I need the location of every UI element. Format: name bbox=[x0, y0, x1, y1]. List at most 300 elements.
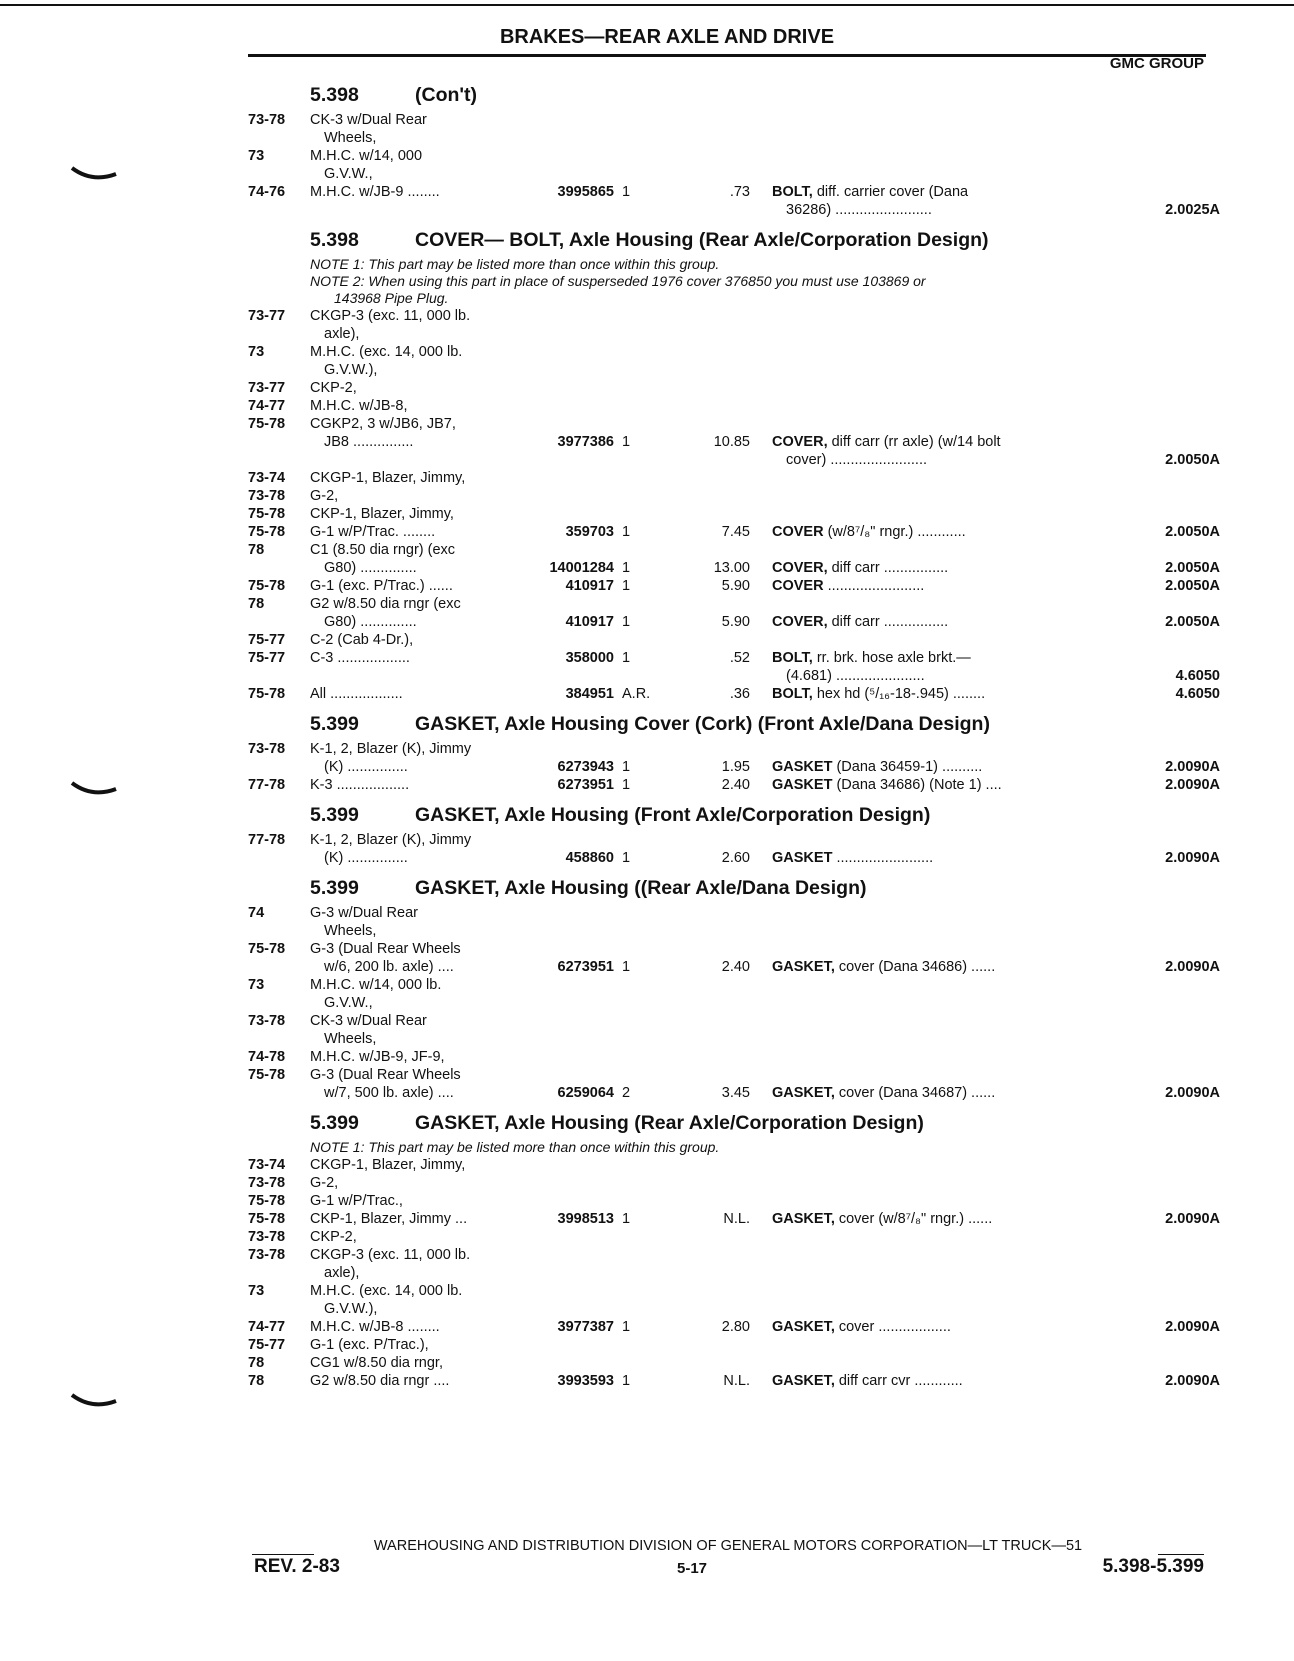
description-text: rr. brk. hose axle brkt.— bbox=[812, 650, 971, 666]
part-row bbox=[248, 1156, 1220, 1174]
model-years: 75-78 bbox=[248, 416, 286, 432]
application: C-3 .................. bbox=[310, 650, 410, 666]
application-continued: G.V.W., bbox=[324, 995, 373, 1011]
part-number: 458860 bbox=[565, 850, 614, 866]
model-years: 73-77 bbox=[248, 308, 286, 324]
group-number: 4.6050 bbox=[1175, 686, 1220, 702]
application: M.H.C. (exc. 14, 000 lb. bbox=[310, 1283, 463, 1299]
application-continued: axle), bbox=[324, 326, 360, 342]
description bbox=[772, 1084, 995, 1102]
part-row bbox=[248, 958, 1220, 976]
part-row bbox=[248, 1282, 1220, 1300]
part-row bbox=[248, 922, 1220, 940]
group-number: 2.0090A bbox=[1165, 1085, 1220, 1101]
description-head: COVER, bbox=[772, 434, 828, 450]
model-years: 78 bbox=[248, 542, 265, 558]
application-continued: w/6, 200 lb. axle) .... bbox=[324, 959, 454, 975]
price: N.L. bbox=[723, 1211, 750, 1227]
price: 2.40 bbox=[721, 777, 750, 793]
price: 2.80 bbox=[721, 1319, 750, 1335]
description-text: diff carr ................ bbox=[827, 560, 949, 576]
model-years: 73-78 bbox=[248, 1247, 286, 1263]
section-spacer bbox=[248, 219, 1220, 225]
description-head: BOLT, bbox=[772, 650, 813, 666]
application: CKP-2, bbox=[310, 1229, 357, 1245]
price: 5.90 bbox=[721, 578, 750, 594]
model-years: 78 bbox=[248, 1373, 265, 1389]
description-text: ........................ bbox=[832, 850, 934, 866]
price: 2.40 bbox=[721, 959, 750, 975]
quantity: 1 bbox=[622, 560, 631, 576]
application: CKGP-3 (exc. 11, 000 lb. bbox=[310, 308, 471, 324]
part-row bbox=[248, 595, 1220, 613]
section-spacer bbox=[248, 703, 1220, 709]
part-row bbox=[248, 1372, 1220, 1390]
price: 2.60 bbox=[721, 850, 750, 866]
application: M.H.C. w/14, 000 bbox=[310, 148, 423, 164]
application: G-3 (Dual Rear Wheels bbox=[310, 1067, 461, 1083]
section-number: 5.398 bbox=[310, 229, 359, 251]
application-continued: Wheels, bbox=[324, 923, 377, 939]
model-years: 73 bbox=[248, 148, 265, 164]
application: CKP-1, Blazer, Jimmy, bbox=[310, 506, 454, 522]
quantity: 2 bbox=[622, 1085, 631, 1101]
part-number: 6273943 bbox=[557, 759, 614, 775]
section-title: GASKET, Axle Housing Cover (Cork) (Front Axle/Dana Design) bbox=[415, 713, 990, 735]
section-title: COVER— BOLT, Axle Housing (Rear Axle/Corporation Design) bbox=[415, 229, 989, 251]
description bbox=[772, 183, 968, 201]
application-continued: (K) ............... bbox=[324, 850, 408, 866]
application-continued: G80) .............. bbox=[324, 614, 417, 630]
part-row bbox=[248, 976, 1220, 994]
model-years: 75-77 bbox=[248, 632, 286, 648]
part-row bbox=[248, 613, 1220, 631]
price: 10.85 bbox=[713, 434, 750, 450]
title-rule bbox=[248, 54, 1206, 57]
application-continued: G.V.W.), bbox=[324, 362, 378, 378]
part-row bbox=[248, 433, 1220, 451]
part-number: 3977386 bbox=[557, 434, 614, 450]
model-years: 75-78 bbox=[248, 1067, 286, 1083]
page-title: BRAKES—REAR AXLE AND DRIVE bbox=[499, 26, 835, 48]
section-title: GASKET, Axle Housing (Front Axle/Corporation Design) bbox=[415, 804, 931, 826]
binder-hole-mark bbox=[70, 1392, 118, 1410]
parts-list bbox=[248, 80, 1220, 1396]
footer-rule bbox=[252, 1554, 314, 1555]
application-continued: axle), bbox=[324, 1265, 360, 1281]
part-row bbox=[248, 1084, 1220, 1102]
section-range: 5.398-5.399 bbox=[1102, 1556, 1204, 1577]
application-continued: G.V.W.), bbox=[324, 1301, 378, 1317]
model-years: 73-78 bbox=[248, 741, 286, 757]
model-years: 77-78 bbox=[248, 832, 286, 848]
application: K-3 .................. bbox=[310, 777, 410, 793]
part-row bbox=[248, 776, 1220, 794]
description-head: COVER bbox=[772, 524, 824, 540]
model-years: 73-78 bbox=[248, 1175, 286, 1191]
part-row bbox=[248, 667, 1220, 685]
quantity: 1 bbox=[622, 850, 631, 866]
application: CGKP2, 3 w/JB6, JB7, bbox=[310, 416, 456, 432]
model-years: 75-78 bbox=[248, 506, 286, 522]
quantity: 1 bbox=[622, 759, 631, 775]
model-years: 73-78 bbox=[248, 1229, 286, 1245]
part-row bbox=[248, 1048, 1220, 1066]
part-row bbox=[248, 1354, 1220, 1372]
application: All .................. bbox=[310, 686, 403, 702]
description bbox=[772, 649, 971, 667]
part-row bbox=[248, 994, 1220, 1012]
section-heading bbox=[310, 229, 1220, 252]
revision-label: REV. 2-83 bbox=[254, 1556, 340, 1577]
group-label: GMC GROUP bbox=[1109, 55, 1204, 72]
application-continued: JB8 ............... bbox=[324, 434, 414, 450]
binder-hole-mark bbox=[70, 165, 118, 183]
quantity: 1 bbox=[622, 1373, 631, 1389]
group-number: 2.0050A bbox=[1165, 614, 1220, 630]
description bbox=[772, 685, 985, 703]
description-head: GASKET, bbox=[772, 1085, 835, 1101]
part-row bbox=[248, 1228, 1220, 1246]
section-title: GASKET, Axle Housing (Rear Axle/Corporation Design) bbox=[415, 1112, 924, 1134]
group-number: 2.0050A bbox=[1165, 578, 1220, 594]
section-title: (Con't) bbox=[415, 84, 478, 106]
part-row bbox=[248, 649, 1220, 667]
application: K-1, 2, Blazer (K), Jimmy bbox=[310, 832, 472, 848]
application: CKP-1, Blazer, Jimmy ... bbox=[310, 1211, 468, 1227]
description-head: GASKET, bbox=[772, 1319, 835, 1335]
description-text: cover (Dana 34687) ...... bbox=[834, 1085, 996, 1101]
part-row bbox=[248, 505, 1220, 523]
description-head: GASKET, bbox=[772, 1373, 835, 1389]
application: M.H.C. w/JB-9 ........ bbox=[310, 184, 440, 200]
part-row bbox=[248, 415, 1220, 433]
section-heading bbox=[310, 1112, 1220, 1135]
application-continued: w/7, 500 lb. axle) .... bbox=[324, 1085, 454, 1101]
part-row bbox=[248, 523, 1220, 541]
application: CKP-2, bbox=[310, 380, 357, 396]
application: CKGP-3 (exc. 11, 000 lb. bbox=[310, 1247, 471, 1263]
group-number: 4.6050 bbox=[1175, 668, 1220, 684]
price: 13.00 bbox=[713, 560, 750, 576]
price: 7.45 bbox=[721, 524, 750, 540]
part-number: 359703 bbox=[565, 524, 614, 540]
part-number: 3998513 bbox=[557, 1211, 614, 1227]
application: CK-3 w/Dual Rear bbox=[310, 112, 427, 128]
part-row bbox=[248, 201, 1220, 219]
part-row bbox=[248, 685, 1220, 703]
application: CG1 w/8.50 dia rngr, bbox=[310, 1355, 443, 1371]
part-row bbox=[248, 379, 1220, 397]
footer bbox=[0, 1538, 1294, 1618]
footer-publisher: WAREHOUSING AND DISTRIBUTION DIVISION OF GENERAL MOTORS CORPORATION—LT TRUCK—51 bbox=[373, 1538, 1083, 1554]
group-number: 2.0090A bbox=[1165, 1211, 1220, 1227]
footer-rule bbox=[1158, 1554, 1204, 1555]
description-text: cover .................. bbox=[834, 1319, 951, 1335]
description-head: GASKET bbox=[772, 850, 833, 866]
description-continued: cover) ........................ bbox=[786, 452, 927, 468]
model-years: 78 bbox=[248, 1355, 265, 1371]
description bbox=[772, 433, 1001, 451]
part-number: 410917 bbox=[565, 614, 614, 630]
description-text: diff carr (rr axle) (w/14 bolt bbox=[827, 434, 1001, 450]
part-row bbox=[248, 940, 1220, 958]
part-row bbox=[248, 1192, 1220, 1210]
model-years: 75-78 bbox=[248, 1193, 286, 1209]
application-continued: G.V.W., bbox=[324, 166, 373, 182]
section-spacer bbox=[248, 1102, 1220, 1108]
model-years: 74-77 bbox=[248, 1319, 286, 1335]
part-row bbox=[248, 1012, 1220, 1030]
description-text: cover (Dana 34686) ...... bbox=[834, 959, 996, 975]
description bbox=[772, 1318, 951, 1336]
description-text: cover (w/8⁷/₈" rngr.) ...... bbox=[834, 1211, 993, 1227]
section-title: GASKET, Axle Housing ((Rear Axle/Dana Design) bbox=[415, 877, 867, 899]
section-note: NOTE 2: When using this part in place of susperseded 1976 cover 376850 you must use 103869 or bbox=[310, 273, 926, 289]
application: M.H.C. (exc. 14, 000 lb. bbox=[310, 344, 463, 360]
application: C-2 (Cab 4-Dr.), bbox=[310, 632, 414, 648]
part-row bbox=[248, 325, 1220, 343]
part-row bbox=[248, 1030, 1220, 1048]
application: M.H.C. w/JB-9, JF-9, bbox=[310, 1049, 445, 1065]
part-row bbox=[248, 631, 1220, 649]
section-number: 5.399 bbox=[310, 713, 359, 735]
application-continued: Wheels, bbox=[324, 1031, 377, 1047]
description-text: diff carr cvr ............ bbox=[834, 1373, 963, 1389]
description-head: GASKET bbox=[772, 777, 833, 793]
part-number: 6273951 bbox=[557, 777, 614, 793]
description-text: hex hd (⁵/₁₆-18-.945) ........ bbox=[812, 686, 986, 702]
part-number: 3995865 bbox=[557, 184, 614, 200]
part-row bbox=[248, 904, 1220, 922]
model-years: 75-78 bbox=[248, 1211, 286, 1227]
group-number: 2.0090A bbox=[1165, 777, 1220, 793]
model-years: 73-78 bbox=[248, 1013, 286, 1029]
section-spacer bbox=[248, 867, 1220, 873]
model-years: 78 bbox=[248, 596, 265, 612]
model-years: 75-78 bbox=[248, 686, 286, 702]
description bbox=[772, 776, 1002, 794]
part-row bbox=[248, 541, 1220, 559]
quantity: 1 bbox=[622, 184, 631, 200]
group-number: 2.0090A bbox=[1165, 850, 1220, 866]
application: G-1 w/P/Trac., bbox=[310, 1193, 403, 1209]
section-note: NOTE 1: This part may be listed more than once within this group. bbox=[310, 1139, 720, 1155]
part-row bbox=[248, 397, 1220, 415]
part-row bbox=[248, 307, 1220, 325]
part-row bbox=[248, 147, 1220, 165]
part-number: 410917 bbox=[565, 578, 614, 594]
section-heading bbox=[310, 84, 1220, 107]
part-row bbox=[248, 361, 1220, 379]
application: K-1, 2, Blazer (K), Jimmy bbox=[310, 741, 472, 757]
section-heading bbox=[310, 877, 1220, 900]
model-years: 75-78 bbox=[248, 941, 286, 957]
price: .36 bbox=[729, 686, 750, 702]
section-heading bbox=[310, 804, 1220, 827]
description bbox=[772, 849, 933, 867]
part-row bbox=[248, 1066, 1220, 1084]
page-number: 5-17 bbox=[676, 1560, 708, 1577]
application: G-3 w/Dual Rear bbox=[310, 905, 418, 921]
quantity: 1 bbox=[622, 524, 631, 540]
description bbox=[772, 1210, 992, 1228]
section-heading bbox=[310, 713, 1220, 736]
part-row bbox=[248, 451, 1220, 469]
description-head: COVER, bbox=[772, 614, 828, 630]
model-years: 74 bbox=[248, 905, 265, 921]
group-number: 2.0090A bbox=[1165, 759, 1220, 775]
description bbox=[772, 523, 966, 541]
description-continued: (4.681) ...................... bbox=[786, 668, 925, 684]
description-head: GASKET, bbox=[772, 959, 835, 975]
quantity: 1 bbox=[622, 1319, 631, 1335]
section-note: NOTE 1: This part may be listed more than once within this group. bbox=[310, 256, 720, 272]
quantity: A.R. bbox=[622, 686, 651, 702]
model-years: 74-77 bbox=[248, 398, 286, 414]
description-text: ........................ bbox=[823, 578, 925, 594]
description-head: GASKET, bbox=[772, 1211, 835, 1227]
part-row bbox=[248, 758, 1220, 776]
description-text: (w/8⁷/₈" rngr.) ............ bbox=[823, 524, 966, 540]
model-years: 73 bbox=[248, 977, 265, 993]
description bbox=[772, 559, 948, 577]
price: 5.90 bbox=[721, 614, 750, 630]
section-number: 5.398 bbox=[310, 84, 359, 106]
section-spacer bbox=[248, 1390, 1220, 1396]
part-row bbox=[248, 559, 1220, 577]
description-head: COVER, bbox=[772, 560, 828, 576]
part-row bbox=[248, 849, 1220, 867]
description-head: BOLT, bbox=[772, 184, 813, 200]
price: .73 bbox=[729, 184, 750, 200]
part-row bbox=[248, 129, 1220, 147]
part-row bbox=[248, 1246, 1220, 1264]
price: N.L. bbox=[723, 1373, 750, 1389]
application: G-1 (exc. P/Trac.) ...... bbox=[310, 578, 453, 594]
application: G-2, bbox=[310, 1175, 339, 1191]
part-row bbox=[248, 1318, 1220, 1336]
model-years: 75-77 bbox=[248, 650, 286, 666]
top-rule bbox=[0, 4, 1294, 6]
application-continued: Wheels, bbox=[324, 130, 377, 146]
application: CKGP-1, Blazer, Jimmy, bbox=[310, 1157, 466, 1173]
quantity: 1 bbox=[622, 578, 631, 594]
price: 1.95 bbox=[721, 759, 750, 775]
application: M.H.C. w/JB-8, bbox=[310, 398, 408, 414]
model-years: 75-77 bbox=[248, 1337, 286, 1353]
part-row bbox=[248, 1336, 1220, 1354]
binder-hole-mark bbox=[70, 780, 118, 798]
description-text: diff carr ................ bbox=[827, 614, 949, 630]
description-head: COVER bbox=[772, 578, 824, 594]
section-number: 5.399 bbox=[310, 877, 359, 899]
model-years: 73 bbox=[248, 344, 265, 360]
part-row bbox=[248, 343, 1220, 361]
description-head: GASKET bbox=[772, 759, 833, 775]
model-years: 73-78 bbox=[248, 112, 286, 128]
model-years: 73-74 bbox=[248, 470, 286, 486]
description bbox=[772, 613, 948, 631]
price: .52 bbox=[729, 650, 750, 666]
quantity: 1 bbox=[622, 1211, 631, 1227]
application: G-3 (Dual Rear Wheels bbox=[310, 941, 461, 957]
price: 3.45 bbox=[721, 1085, 750, 1101]
section-note: 143968 Pipe Plug. bbox=[334, 290, 449, 306]
model-years: 74-76 bbox=[248, 184, 286, 200]
part-number: 3993593 bbox=[557, 1373, 614, 1389]
application: G2 w/8.50 dia rngr .... bbox=[310, 1373, 450, 1389]
model-years: 77-78 bbox=[248, 777, 286, 793]
part-number: 3977387 bbox=[557, 1319, 614, 1335]
part-row bbox=[248, 183, 1220, 201]
group-number: 2.0090A bbox=[1165, 959, 1220, 975]
part-row bbox=[248, 1264, 1220, 1282]
part-row bbox=[248, 487, 1220, 505]
application: CKGP-1, Blazer, Jimmy, bbox=[310, 470, 466, 486]
quantity: 1 bbox=[622, 959, 631, 975]
application: C1 (8.50 dia rngr) (exc bbox=[310, 542, 456, 558]
application: G-2, bbox=[310, 488, 339, 504]
description-head: BOLT, bbox=[772, 686, 813, 702]
application: G-1 (exc. P/Trac.), bbox=[310, 1337, 429, 1353]
application: CK-3 w/Dual Rear bbox=[310, 1013, 427, 1029]
group-number: 2.0090A bbox=[1165, 1373, 1220, 1389]
model-years: 75-78 bbox=[248, 578, 286, 594]
group-number: 2.0025A bbox=[1165, 202, 1220, 218]
part-number: 6273951 bbox=[557, 959, 614, 975]
application: G-1 w/P/Trac. ........ bbox=[310, 524, 436, 540]
group-number: 2.0050A bbox=[1165, 452, 1220, 468]
part-row bbox=[248, 165, 1220, 183]
application-continued: (K) ............... bbox=[324, 759, 408, 775]
part-row bbox=[248, 1210, 1220, 1228]
section-spacer bbox=[248, 794, 1220, 800]
quantity: 1 bbox=[622, 614, 631, 630]
part-number: 6259064 bbox=[557, 1085, 614, 1101]
application: M.H.C. w/JB-8 ........ bbox=[310, 1319, 440, 1335]
group-number: 2.0050A bbox=[1165, 524, 1220, 540]
model-years: 73-74 bbox=[248, 1157, 286, 1173]
application: M.H.C. w/14, 000 lb. bbox=[310, 977, 442, 993]
quantity: 1 bbox=[622, 777, 631, 793]
description bbox=[772, 577, 924, 595]
part-row bbox=[248, 469, 1220, 487]
quantity: 1 bbox=[622, 650, 631, 666]
model-years: 73-77 bbox=[248, 380, 286, 396]
application: G2 w/8.50 dia rngr (exc bbox=[310, 596, 461, 612]
description bbox=[772, 758, 982, 776]
description-text: diff. carrier cover (Dana bbox=[812, 184, 969, 200]
part-row bbox=[248, 1300, 1220, 1318]
model-years: 73-78 bbox=[248, 488, 286, 504]
description-text: (Dana 34686) (Note 1) .... bbox=[832, 777, 1002, 793]
part-row bbox=[248, 577, 1220, 595]
model-years: 75-78 bbox=[248, 524, 286, 540]
section-number: 5.399 bbox=[310, 804, 359, 826]
group-number: 2.0050A bbox=[1165, 560, 1220, 576]
part-row bbox=[248, 111, 1220, 129]
model-years: 73 bbox=[248, 1283, 265, 1299]
part-number: 358000 bbox=[565, 650, 614, 666]
description bbox=[772, 1372, 963, 1390]
quantity: 1 bbox=[622, 434, 631, 450]
description bbox=[772, 958, 995, 976]
model-years: 74-78 bbox=[248, 1049, 286, 1065]
part-row bbox=[248, 1174, 1220, 1192]
application-continued: G80) .............. bbox=[324, 560, 417, 576]
part-number: 14001284 bbox=[549, 560, 614, 576]
